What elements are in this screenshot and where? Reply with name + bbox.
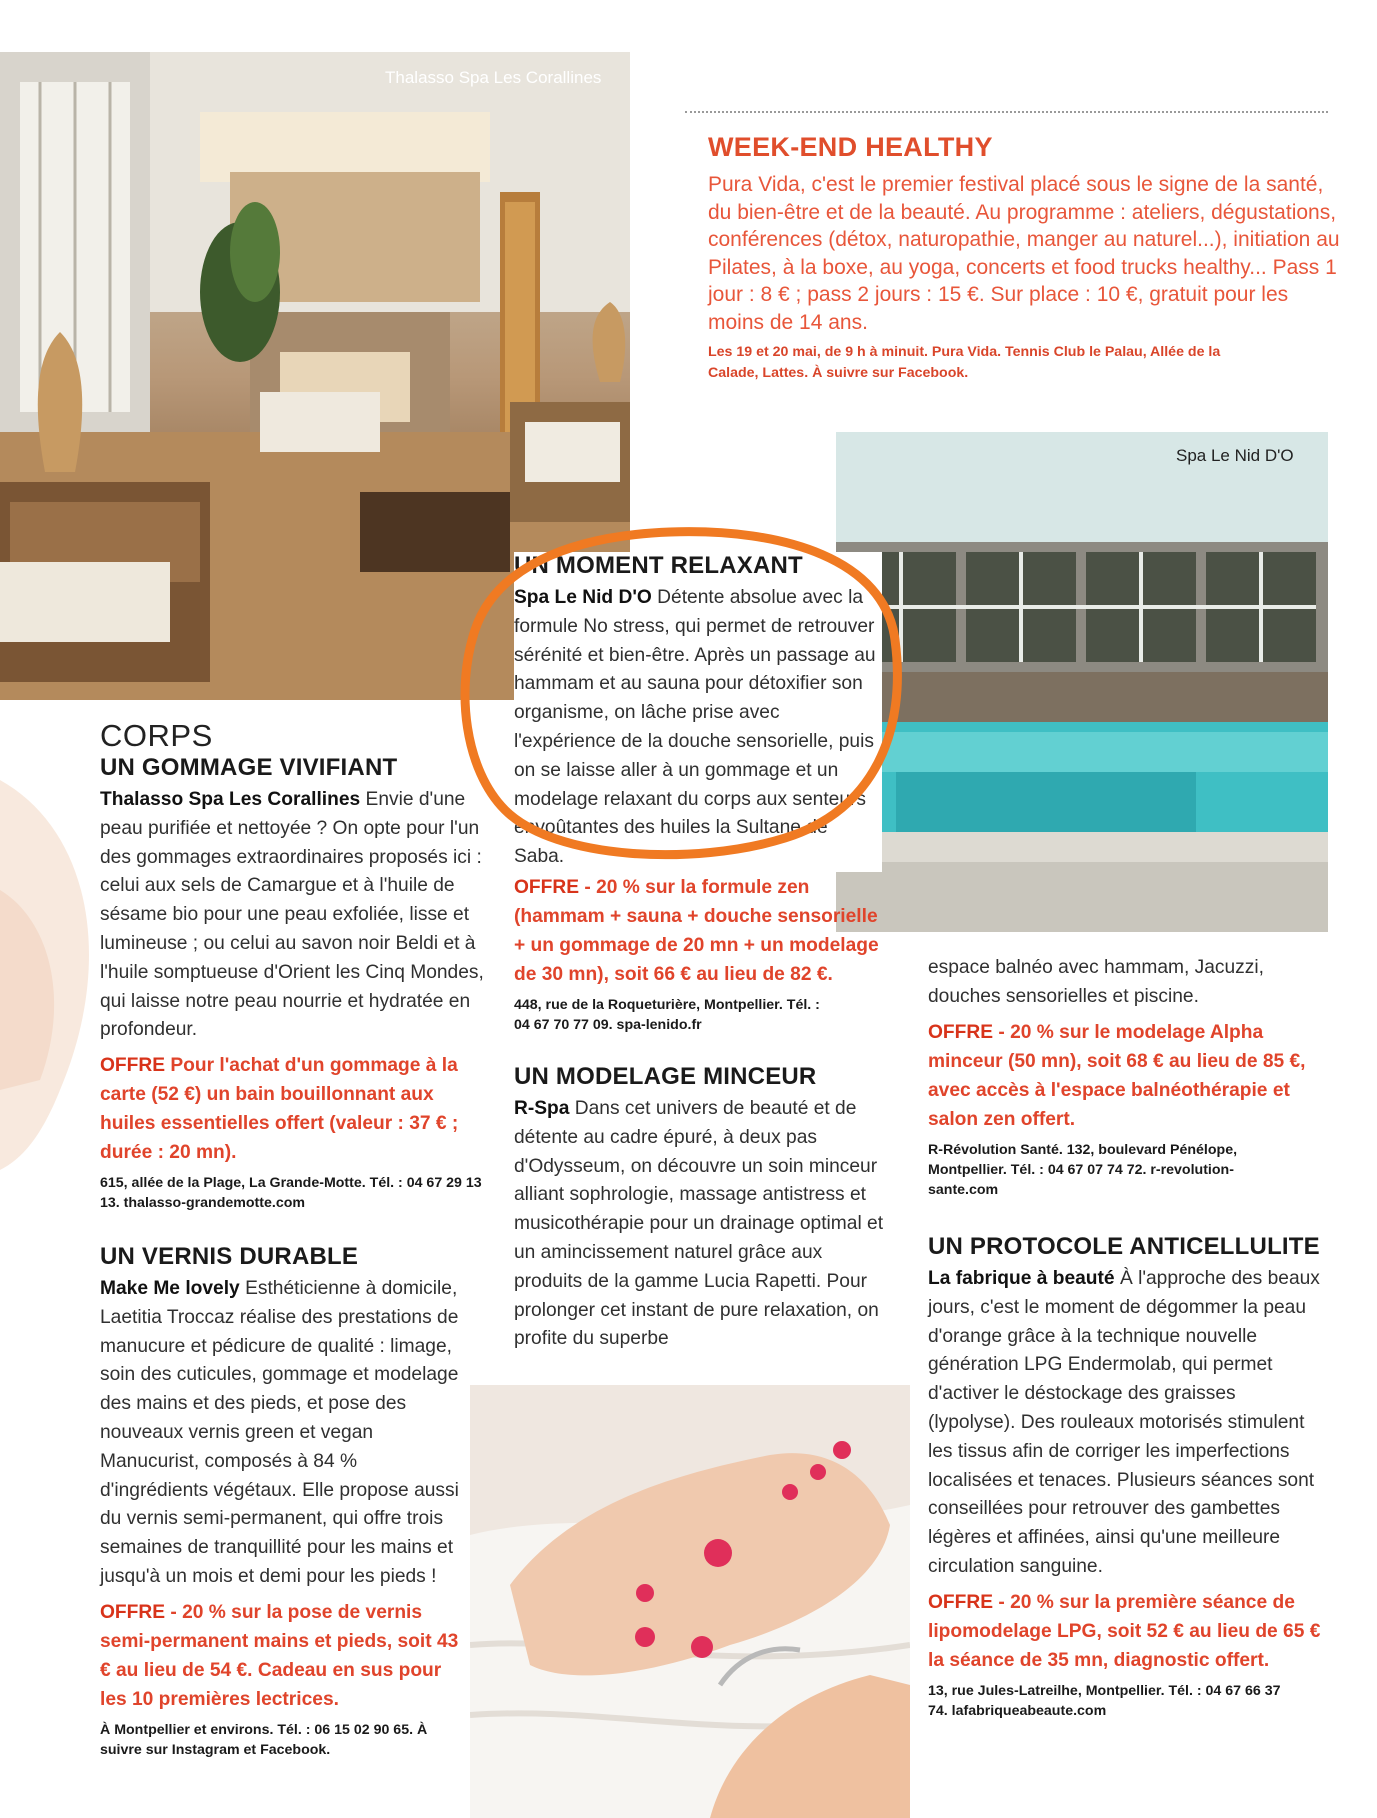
weekend-title: WEEK-END HEALTHY bbox=[708, 132, 993, 162]
corps-block bbox=[100, 718, 485, 1213]
vernis-block bbox=[100, 1243, 460, 1760]
corps-title: UN GOMMAGE VIVIFIANT bbox=[100, 754, 398, 781]
weekend-body: Pura Vida, c'est le premier festival placé sous le signe de la santé, du bien-être et de la beauté. Au programme : ateliers, dégustations, conférences (détox, naturopathie, manger au naturel...), initiation au Pilates, à la boxe, au yoga, concerts et food trucks healthy... Pass 1 jour : 8 € ; pass 2 jours : 15 €. Sur place : 10 €, gratuit pour les moins de 14 ans. bbox=[708, 173, 1340, 334]
minceur-lead: R-Spa bbox=[514, 1098, 570, 1119]
minceur-offer: - 20 % sur le modelage Alpha minceur (50 mn), soit 68 € au lieu de 85 €, avec accès à l'espace balnéothérapie et salon zen offert. bbox=[928, 1021, 1306, 1130]
minceur-address: R-Révolution Santé. 132, boulevard Pénélope, Montpellier. Tél. : 04 67 07 74 72. r-revolution-sante.com bbox=[928, 1141, 1238, 1198]
anticellulite-offer: - 20 % sur la première séance de lipomodelage LPG, soit 52 € au lieu de 65 € la séance de 35 mn, diagnostic offert. bbox=[928, 1591, 1321, 1671]
relaxant-offer: - 20 % sur la formule zen (hammam + sauna + douche sensorielle + un gommage de 20 mn + un modelage de 30 mn), soit 66 € au lieu de 82 €. bbox=[514, 877, 879, 985]
anticellulite-title: UN PROTOCOLE ANTICELLULITE bbox=[928, 1233, 1320, 1260]
minceur-cont-block bbox=[928, 954, 1308, 1200]
minceur-body: Dans cet univers de beauté et de détente au cadre épuré, à deux pas d'Odysseum, on découvre un soin minceur alliant sophrologie, massage antistress et musicothérapie pour un drainage optimal et un amincissement naturel grâce aux produits de la gamme Lucia Rapetti. Pour prolonger cet instant de pure relaxation, on profite du superbe bbox=[514, 1098, 884, 1350]
vernis-offer-label: OFFRE bbox=[100, 1601, 166, 1623]
relaxant-offer-block bbox=[514, 873, 894, 1035]
nido-photo-caption: Spa Le Nid D'O bbox=[1176, 446, 1294, 465]
section-title-corps: CORPS bbox=[100, 718, 213, 753]
vernis-body: Esthéticienne à domicile, Laetitia Troccaz réalise des prestations de manucure et pédicure de qualité : limage, soin des cuticules, gommage et modelage des mains et des pieds, et pose des nouveaux vernis green et vegan Manucurist, composés à 84 % d'ingrédients végétaux. Elle propose aussi du vernis semi-permanent, qui offre trois semaines de tranquillité pour les mains et jusqu'à un mois et demi pour les pieds ! bbox=[100, 1278, 459, 1587]
minceur-offer-label: OFFRE bbox=[928, 1021, 994, 1043]
minceur-title: UN MODELAGE MINCEUR bbox=[514, 1063, 817, 1090]
relaxant-address: 448, rue de la Roqueturière, Montpellier. Tél. : 04 67 70 77 09. spa-lenido.fr bbox=[514, 997, 820, 1033]
anticellulite-block bbox=[928, 1233, 1328, 1721]
minceur-body-cont: espace balnéo avec hammam, Jacuzzi, douches sensorielles et piscine. bbox=[928, 957, 1264, 1007]
corps-offer: Pour l'achat d'un gommage à la carte (52 €) un bain bouillonnant aux huiles essentielles offert (valeur : 37 € ; durée : 20 mn). bbox=[100, 1055, 459, 1164]
minceur-block bbox=[514, 1063, 894, 1354]
anticellulite-address: 13, rue Jules-Latreilhe, Montpellier. Tél. : 04 67 66 37 74. lafabriqueabeaute.com bbox=[928, 1682, 1281, 1719]
anticellulite-offer-label: OFFRE bbox=[928, 1591, 994, 1613]
corps-offer-label: OFFRE bbox=[100, 1055, 166, 1077]
weekend-block bbox=[708, 132, 1348, 384]
relaxant-lead: Spa Le Nid D'O bbox=[514, 587, 652, 608]
vernis-address: À Montpellier et environs. Tél. : 06 15 02 90 65. À suivre sur Instagram et Facebook. bbox=[100, 1721, 428, 1758]
weekend-divider bbox=[685, 111, 1328, 113]
weekend-address: Les 19 et 20 mai, de 9 h à minuit. Pura Vida. Tennis Club le Palau, Allée de la Calade, Lattes. À suivre sur Facebook. bbox=[708, 344, 1221, 381]
anticellulite-body: À l'approche des beaux jours, c'est le moment de dégommer la peau d'orange grâce à la technique nouvelle génération LPG Endermolab, qui permet d'activer le déstockage des graisses (lypolyse). Des rouleaux motorisés stimulent les tissus afin de corriger les imperfections localisées et tenaces. Plusieurs séances sont conseillées pour retrouver des gambettes légères et affinées, ainsi qu'une meilleure circulation sanguine. bbox=[928, 1268, 1320, 1577]
anticellulite-lead: La fabrique à beauté bbox=[928, 1268, 1115, 1289]
corps-address: 615, allée de la Plage, La Grande-Motte. Tél. : 04 67 29 13 13. thalasso-grandemotte.com bbox=[100, 1175, 482, 1212]
vernis-lead: Make Me lovely bbox=[100, 1278, 240, 1299]
orange-marker-circle bbox=[455, 520, 915, 880]
corps-lead: Thalasso Spa Les Corallines bbox=[100, 789, 361, 810]
corps-body: Envie d'une peau purifiée et nettoyée ? On opte pour l'un des gommages extraordinaires proposés ici : celui aux sels de Camargue et à l'huile de sésame bio pour une peau exfoliée, lisse et lumineuse ; ou celui au savon noir Beldi et à l'huile somptueuse d'Orient les Cinq Mondes, qui laisse notre peau nourrie et hydratée en profondeur. bbox=[100, 789, 484, 1041]
vernis-title: UN VERNIS DURABLE bbox=[100, 1243, 359, 1270]
vernis-offer: - 20 % sur la pose de vernis semi-permanent mains et pieds, soit 43 € au lieu de 54 €. Cadeau en sus pour les 10 premières lectrices. bbox=[100, 1601, 459, 1710]
thalasso-photo-caption: Thalasso Spa Les Corallines bbox=[385, 68, 602, 87]
relaxant-body: Détente absolue avec la formule No stress, qui permet de retrouver sérénité et bien-être. Après un passage au hammam et au sauna pour détoxifier son organisme, on lâche prise avec l'expérience de la douche sensorielle, puis on se laisse aller à un gommage et un modelage relaxant du corps aux senteurs envoûtantes des huiles la Sultane de Saba. bbox=[514, 587, 876, 868]
pedicure-photo bbox=[470, 1385, 910, 1818]
relaxant-offer-label: OFFRE bbox=[514, 877, 580, 898]
relaxant-title: UN MOMENT RELAXANT bbox=[514, 552, 803, 579]
